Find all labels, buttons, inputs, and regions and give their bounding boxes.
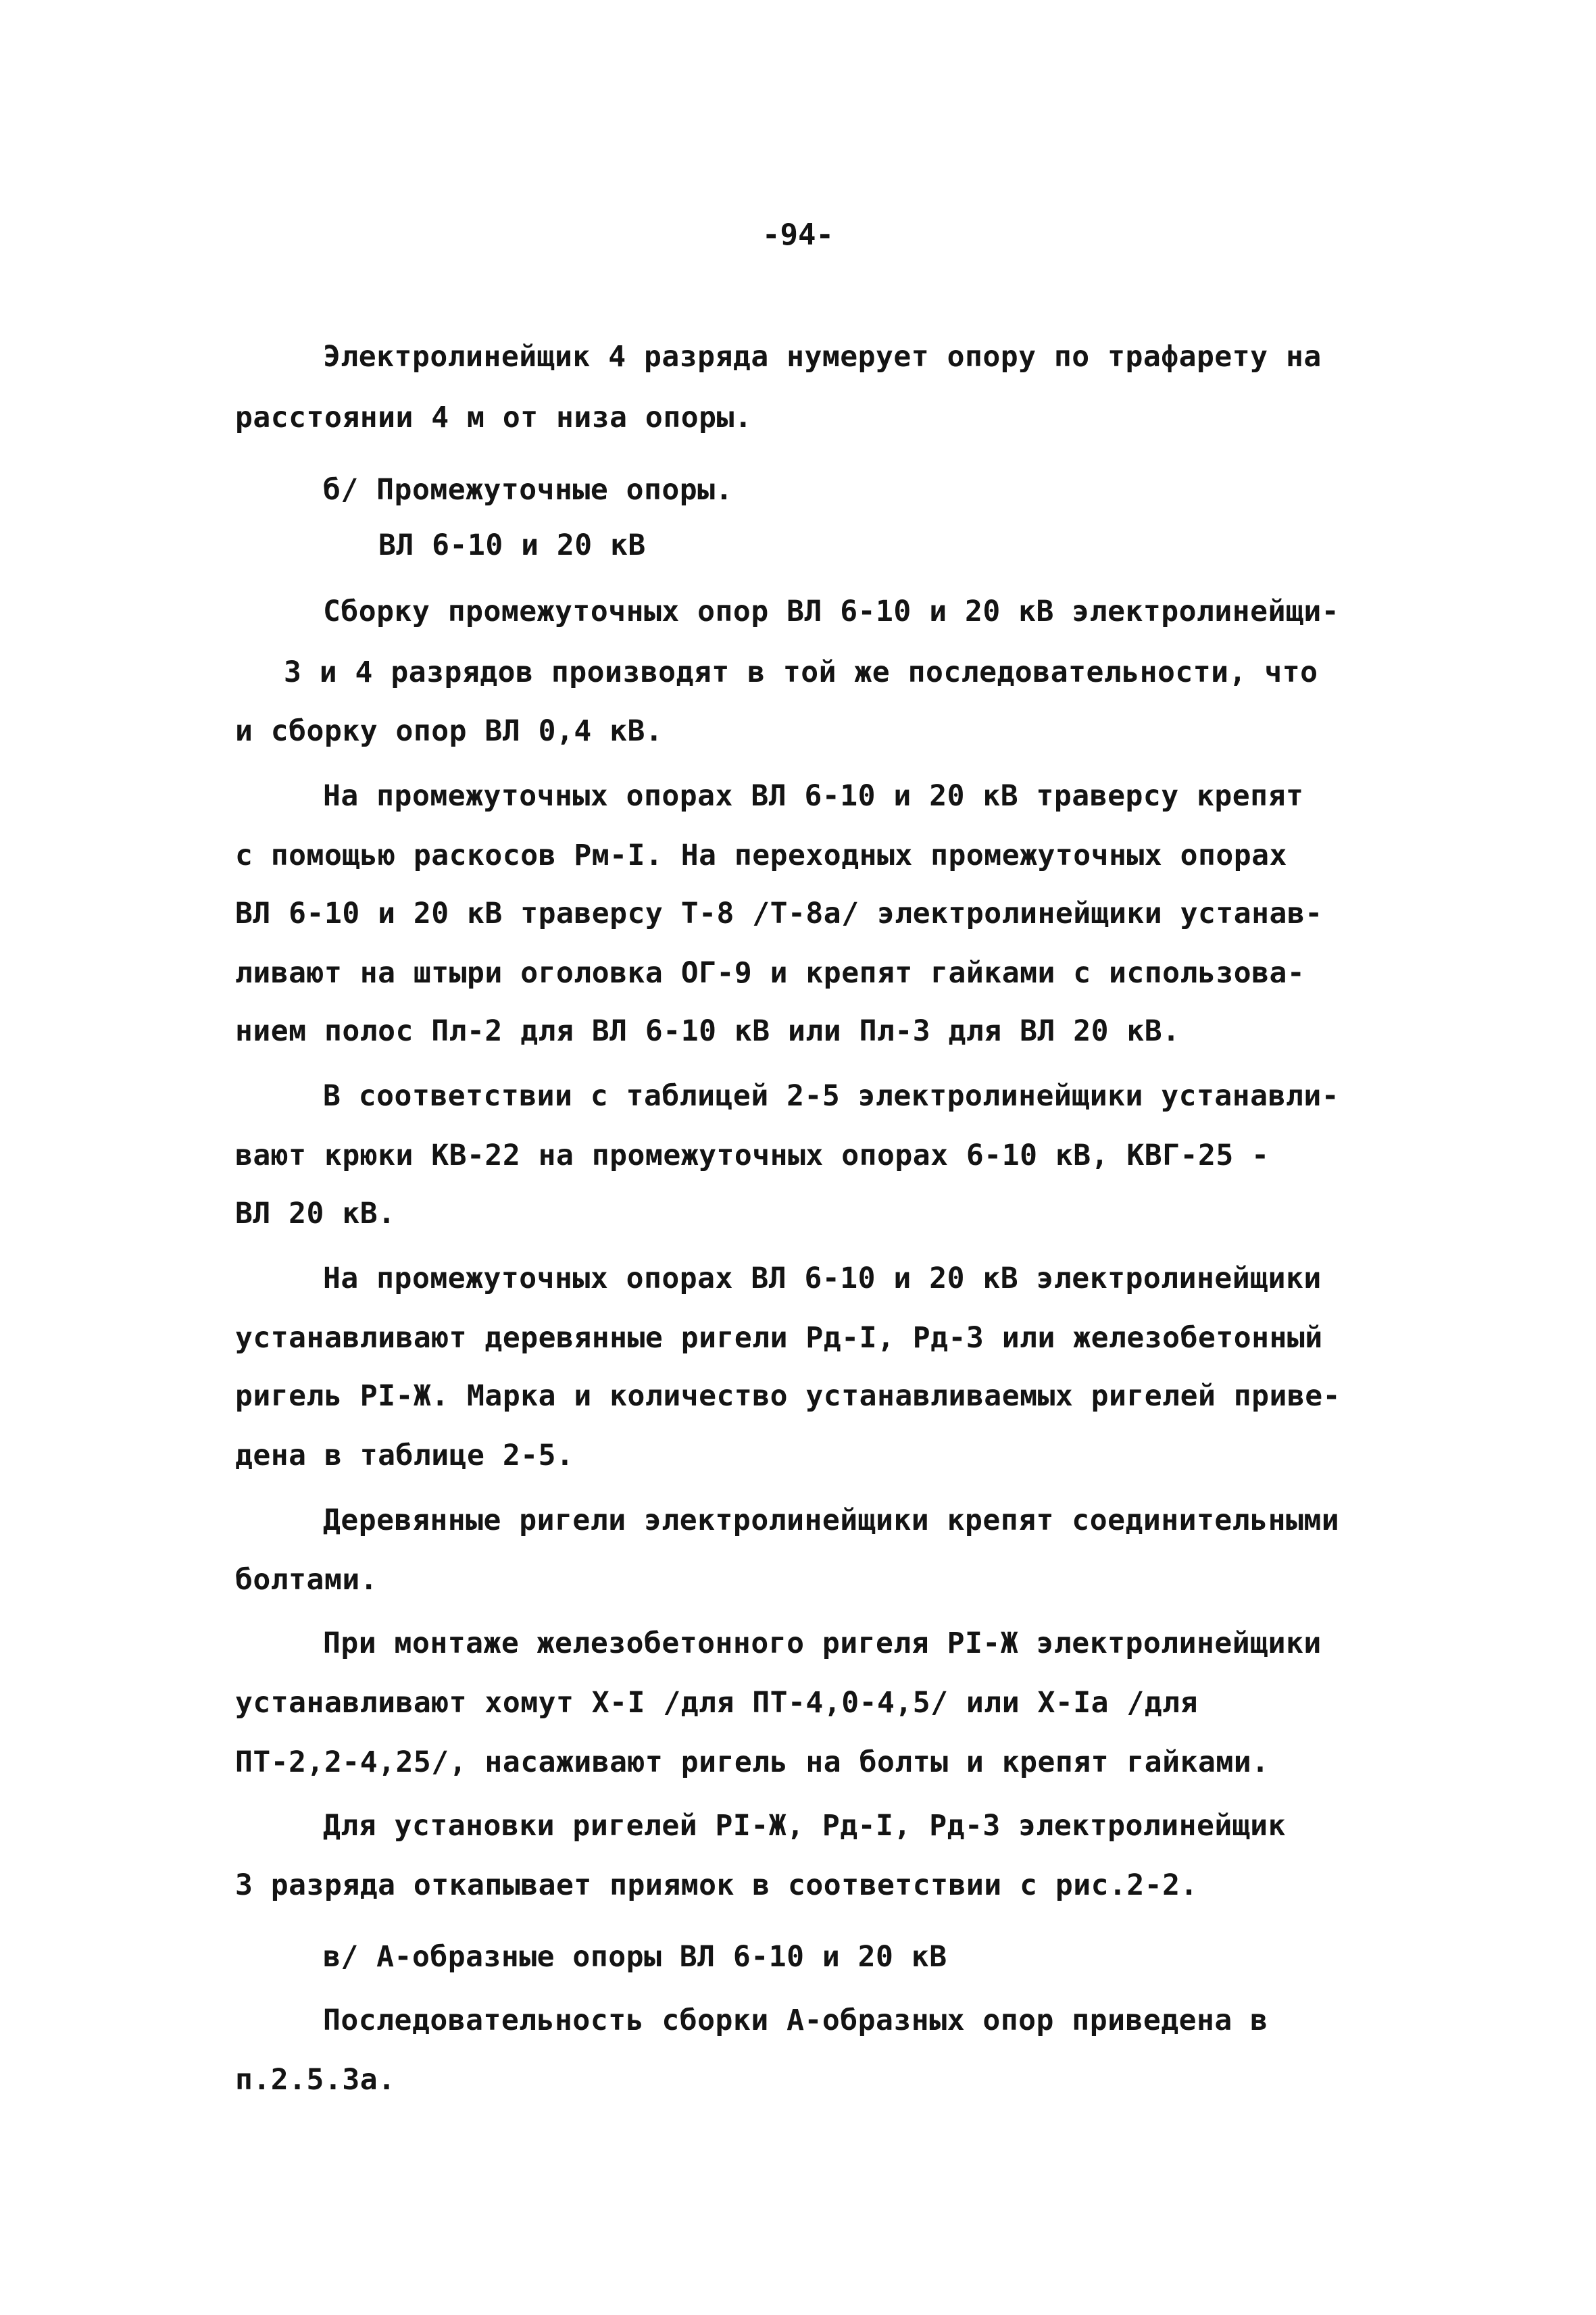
text-line: ВЛ 20 кВ. — [235, 1197, 396, 1230]
text-line: На промежуточных опорах ВЛ 6-10 и 20 кВ траверсу крепят — [323, 779, 1304, 813]
text-line: расстоянии 4 м от низа опоры. — [235, 401, 753, 434]
page-number: -94- — [762, 218, 834, 252]
section-heading: в/ А-образные опоры ВЛ 6-10 и 20 кВ — [323, 1940, 947, 1974]
text-line: ригель РI-Ж. Марка и количество устанавливаемых ригелей приве- — [235, 1379, 1341, 1413]
text-line: 3 и 4 разрядов производят в той же последовательности, что — [284, 655, 1318, 689]
section-heading: б/ Промежуточные опоры. — [323, 473, 733, 507]
text-line: и сборку опор ВЛ 0,4 кВ. — [235, 714, 664, 748]
text-line: п.2.5.3а. — [235, 2063, 396, 2097]
text-line: На промежуточных опорах ВЛ 6-10 и 20 кВ электролинейщики — [323, 1262, 1322, 1295]
text-line: нием полос Пл-2 для ВЛ 6-10 кВ или Пл-3 для ВЛ 20 кВ. — [235, 1014, 1180, 1048]
text-line: болтами. — [235, 1563, 378, 1597]
text-line: ВЛ 6-10 и 20 кВ траверсу Т-8 /Т-8а/ электролинейщики устанав- — [235, 897, 1323, 930]
text-line: Последовательность сборки А-образных опор приведена в — [323, 2003, 1268, 2037]
text-line: При монтаже железобетонного ригеля РI-Ж электролинейщики — [323, 1626, 1322, 1660]
subsection-heading: ВЛ 6-10 и 20 кВ — [378, 528, 646, 562]
text-line: В соответствии с таблицей 2-5 электролинейщики устанавли- — [323, 1079, 1340, 1113]
text-line: Для установки ригелей РI-Ж, Рд-I, Рд-3 электролинейщик — [323, 1809, 1286, 1843]
text-line: Сборку промежуточных опор ВЛ 6-10 и 20 кВ электролинейщи- — [323, 595, 1340, 628]
text-line: 3 разряда откапывает приямок в соответствии с рис.2-2. — [235, 1868, 1198, 1902]
text-line: ливают на штыри оголовка ОГ-9 и крепят гайками с использова- — [235, 956, 1305, 990]
text-line: Электролинейщик 4 разряда нумерует опору по трафарету на — [323, 340, 1322, 374]
text-line: Деревянные ригели электролинейщики крепят соединительными — [323, 1503, 1340, 1537]
text-line: ПТ-2,2-4,25/, насаживают ригель на болты и крепят гайками. — [235, 1745, 1270, 1779]
text-line: вают крюки КВ-22 на промежуточных опорах 6-10 кВ, КВГ-25 - — [235, 1139, 1270, 1172]
text-line: с помощью раскосов Рм-I. На переходных промежуточных опорах — [235, 839, 1287, 872]
text-line: дена в таблице 2-5. — [235, 1439, 574, 1472]
text-line: устанавливают деревянные ригели Рд-I, Рд-3 или железобетонный — [235, 1321, 1323, 1355]
text-line: устанавливают хомут Х-I /для ПТ-4,0-4,5/ или Х-Iа /для — [235, 1686, 1198, 1720]
